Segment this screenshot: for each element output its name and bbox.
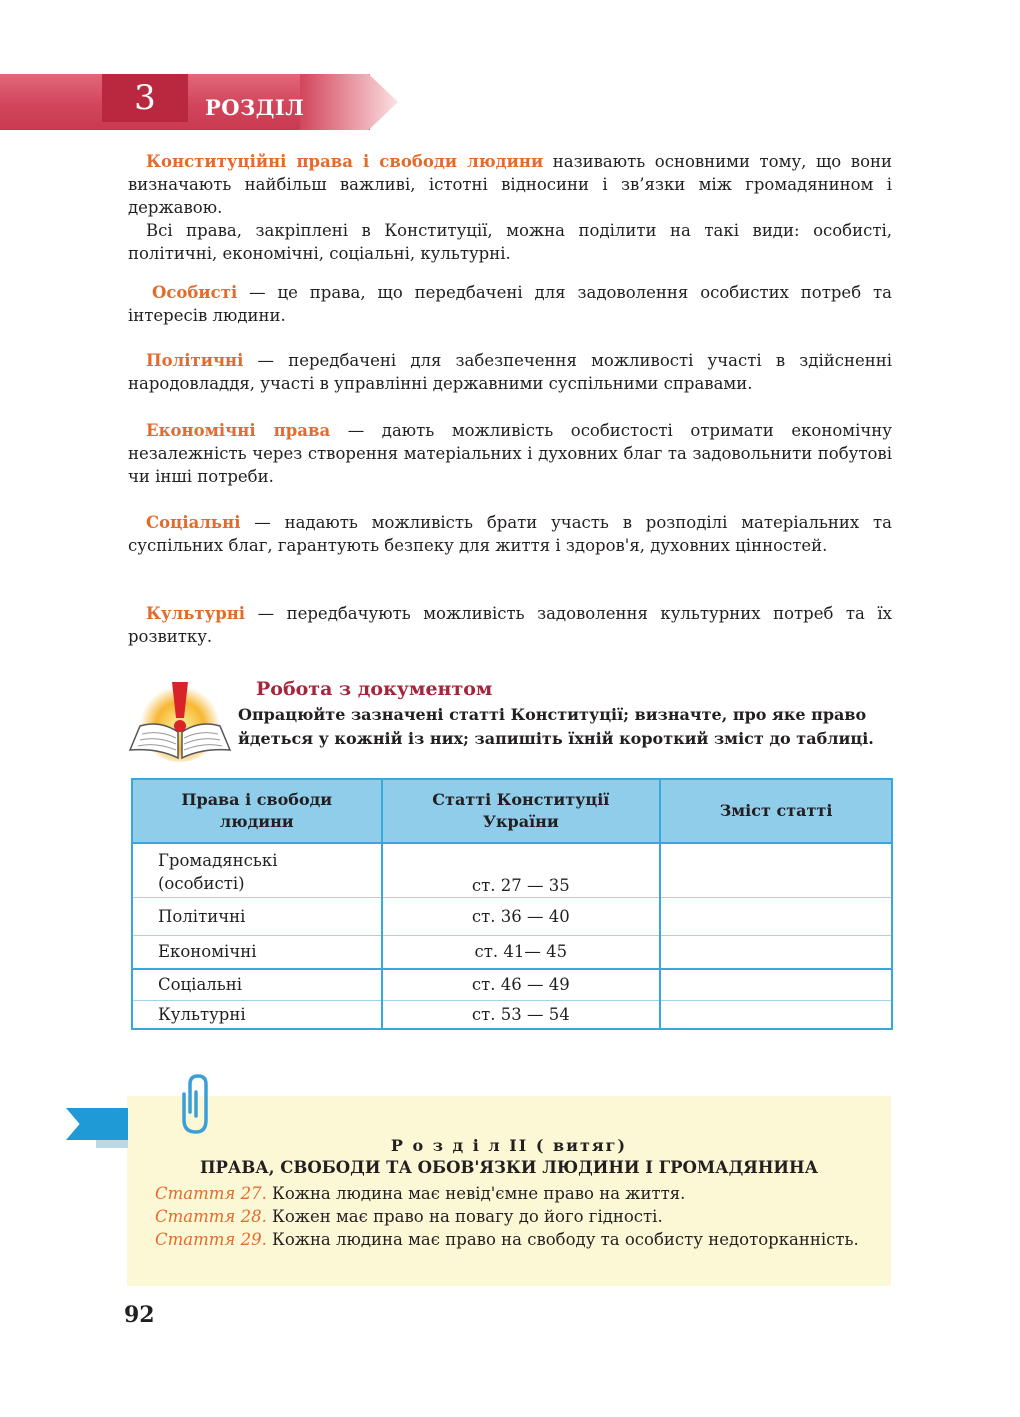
- definition-political: [128, 349, 892, 395]
- table-cell-articles: ст. 41— 45: [382, 935, 661, 969]
- table-cell-articles: ст. 46 — 49: [382, 969, 661, 1000]
- table-cell-content[interactable]: [660, 843, 892, 897]
- excerpt-article: [127, 1182, 887, 1205]
- blue-flag-shadow: [96, 1140, 128, 1148]
- definition-social: [128, 511, 892, 557]
- table-cell-articles: ст. 27 — 35: [382, 843, 661, 897]
- table-cell-right: Політичні: [132, 897, 382, 935]
- intro-paragraph-1: [128, 150, 892, 219]
- excerpt-title: ПРАВА, СВОБОДИ ТА ОБОВ'ЯЗКИ ЛЮДИНИ І ГРОМАДЯНИНА: [199, 1158, 819, 1177]
- table-row: [132, 969, 892, 1000]
- article-text: Кожен має право на повагу до його гідності.: [266, 1207, 663, 1226]
- table-cell-right: Економічні: [132, 935, 382, 969]
- task-title: Робота з документом: [256, 678, 493, 700]
- definition-text: — це права, що передбачені для задоволення особистих потреб та інтересів людини.: [128, 283, 892, 325]
- intro-term: Конституційні права і свободи людини: [146, 152, 544, 171]
- table-row: [132, 935, 892, 969]
- intro-paragraph-2: Всі права, закріплені в Конституції, можна поділити на такі види: особисті, політичні, економічні, соціальні, культурні.: [128, 221, 892, 263]
- chapter-label: РОЗДІЛ: [205, 95, 305, 120]
- definition-cultural: [128, 602, 892, 648]
- excerpt-article: [127, 1228, 887, 1251]
- table-row: [132, 1000, 892, 1029]
- definition-term: Політичні: [146, 351, 244, 370]
- table-cell-content[interactable]: [660, 897, 892, 935]
- article-label: Стаття 27.: [155, 1184, 267, 1203]
- task-instructions: Опрацюйте зазначені статті Конституції; визначте, про яке право йдеться у кожній із них; запишіть їхній короткий зміст до таблиці.: [238, 705, 874, 748]
- paperclip-icon: [178, 1072, 216, 1136]
- definition-text: — передбачені для забезпечення можливості участі в здійсненні народовладдя, участі в управлінні державними суспільними справами.: [128, 351, 892, 393]
- table-cell-articles: ст. 53 — 54: [382, 1000, 661, 1029]
- table-cell-content[interactable]: [660, 935, 892, 969]
- table-header-row: [132, 779, 892, 843]
- excerpt-section-heading: Р о з д і л II ( витяг): [390, 1136, 628, 1155]
- table-header-cell: Статті Конституції України: [382, 779, 661, 843]
- table-cell-right: Культурні: [132, 1000, 382, 1029]
- table-header-cell: Зміст статті: [660, 779, 892, 843]
- table-row: [132, 897, 892, 935]
- definition-term: Культурні: [146, 604, 246, 623]
- table-row: [132, 843, 892, 897]
- definition-text: — надають можливість брати участь в розподілі матеріальних та суспільних благ, гарантують безпеку для життя і здоров'я, духовних цінностей.: [128, 513, 892, 555]
- blue-flag-marker: [66, 1108, 128, 1140]
- chapter-number: 3: [102, 74, 188, 122]
- article-text: Кожна людина має право на свободу та особисту недоторканність.: [266, 1230, 859, 1249]
- definition-term: Соціальні: [146, 513, 241, 532]
- definition-economic: [128, 419, 892, 488]
- rights-table: [131, 778, 893, 1030]
- article-label: Стаття 28.: [155, 1207, 267, 1226]
- page-number: 92: [124, 1302, 155, 1328]
- article-label: Стаття 29.: [155, 1230, 267, 1249]
- chapter-band-arrow: [300, 74, 398, 130]
- definition-term: Економічні права: [146, 421, 331, 440]
- table-cell-content[interactable]: [660, 969, 892, 1000]
- definition-text: — передбачують можливість задоволення культурних потреб та їх розвитку.: [128, 604, 892, 646]
- table-cell-articles: ст. 36 — 40: [382, 897, 661, 935]
- excerpt-article: [127, 1205, 887, 1228]
- intro-text: називають основними тому, що вони визначають найбільш важливі, істотні відносини і зв’язки між громадянином і державою.: [128, 152, 892, 217]
- article-text: Кожна людина має невід'ємне право на життя.: [266, 1184, 686, 1203]
- table-header-cell: Права і свободи людини: [132, 779, 382, 843]
- table-cell-content[interactable]: [660, 1000, 892, 1029]
- definition-personal: [128, 281, 892, 327]
- table-cell-right: Соціальні: [132, 969, 382, 1000]
- open-book-exclamation-icon: [126, 678, 234, 764]
- table-cell-right: Громадянські (особисті): [132, 843, 382, 897]
- definition-text: — дають можливість особистості отримати економічну незалежність через створення матеріальних і духовних благ та задовольнити побутові чи інші потреби.: [128, 421, 892, 486]
- definition-term: Особисті: [152, 283, 238, 302]
